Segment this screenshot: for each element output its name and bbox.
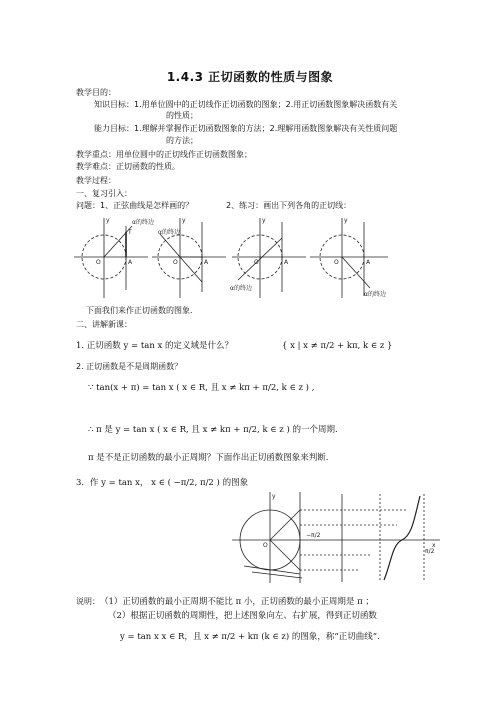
item-2-formula: ∵ tan(x + π) = tan x ( x ∈ R, 且 x ≠ kπ + π/2, k ∈ z ) , — [88, 383, 315, 393]
key-point: 教学重点：用单位圆中的正切线作正切函数图象； — [76, 150, 252, 159]
item-2-question: π 是不是正切函数的最小正周期？下面作出正切函数图象来判断. — [88, 453, 329, 463]
fig2-o: O — [173, 259, 178, 266]
page-title: 1.4.3 正切函数的性质与图象 — [166, 70, 334, 84]
note-3: y = tan x x ∈ R，且 x ≠ π/2 + kπ (k ∈ z) 的图象，称“正切曲线”. — [120, 632, 380, 642]
objectives-heading: 教学目的： — [76, 88, 116, 97]
ability-text-2: 的方法； — [166, 136, 198, 145]
knowledge-text-2: 的性质； — [166, 111, 198, 120]
note-label: 说明： — [76, 597, 100, 606]
item-1: 1. 正切函数 y = tan x 的定义域是什么？ — [76, 341, 233, 351]
fig-graph-o: O — [263, 542, 268, 549]
fig4-a: A — [366, 259, 371, 266]
fig1-alpha: α的终边 — [132, 219, 154, 226]
note-2: （2）根据正切函数的周期性，把上述图象向左、右扩展，得到正切函数 — [108, 611, 377, 621]
fig3-a: A — [284, 259, 289, 266]
knowledge-text-1: 1.用单位圆中的正切线作正切函数的图象；2.用正切函数图象解决函数有关 — [134, 100, 398, 109]
fig3-o: O — [254, 259, 259, 266]
difficulty: 教学难点：正切函数的性质。 — [76, 162, 180, 171]
question-1: 问题：1、正弦曲线是怎样画的？ — [76, 201, 194, 210]
fig1-a: A — [128, 259, 133, 266]
tangent-graph-figure — [232, 490, 442, 585]
item-2: 2. 正切函数是不是周期函数？ — [76, 362, 183, 371]
fig4-alpha: α的终边 — [364, 291, 386, 298]
fig2-y: y — [182, 217, 186, 224]
fig4-o: O — [334, 259, 339, 266]
fig1-y: y — [106, 217, 110, 224]
fig-graph-y: y — [272, 493, 276, 500]
question-2: 2、练习：画出下列各角的正切线： — [226, 201, 352, 210]
fig-graph-neg-half-pi: −π/2 — [306, 532, 321, 539]
item-3: 3．作 y = tan x， x ∈ ( −π/2, π/2 ) 的图象 — [76, 478, 249, 488]
section-review: 一、复习引入： — [76, 189, 132, 198]
fig-graph-half-pi: π/2 — [425, 548, 435, 555]
item-2-conclusion: ∴ π 是 y = tan x ( x ∈ R, 且 x ≠ kπ + π/2, k ∈ z ) 的一个周期. — [88, 425, 338, 435]
section-new: 二、讲解新课： — [76, 320, 132, 329]
fig2-alpha: α的终边 — [158, 229, 180, 236]
fig4-y: y — [344, 217, 348, 224]
ability-label: 能力目标： — [94, 124, 134, 133]
fig3-alpha: α的终边 — [230, 285, 252, 292]
knowledge-label: 知识目标： — [94, 100, 134, 109]
fig2-a: A — [204, 259, 209, 266]
fig3-y: y — [262, 217, 266, 224]
ability-text-1: 1.理解并掌握作正切函数图象的方法；2.理解用函数图象解决有关性质问题 — [134, 124, 398, 133]
tangent-line-diagrams — [70, 212, 400, 302]
note-1: （1）正切函数的最小正周期不能比 π 小，正切函数的最小正周期是 π ； — [100, 597, 374, 607]
fig1-o: O — [96, 259, 101, 266]
fig1-t: T — [128, 229, 132, 236]
fig-graph-x: x — [432, 542, 436, 549]
intro-line: 下面我们来作正切函数的图象． — [86, 306, 198, 315]
process-heading: 教学过程： — [76, 176, 116, 185]
item-1-answer: { x | x ≠ π/2 + kπ, k ∈ z } — [282, 341, 393, 351]
